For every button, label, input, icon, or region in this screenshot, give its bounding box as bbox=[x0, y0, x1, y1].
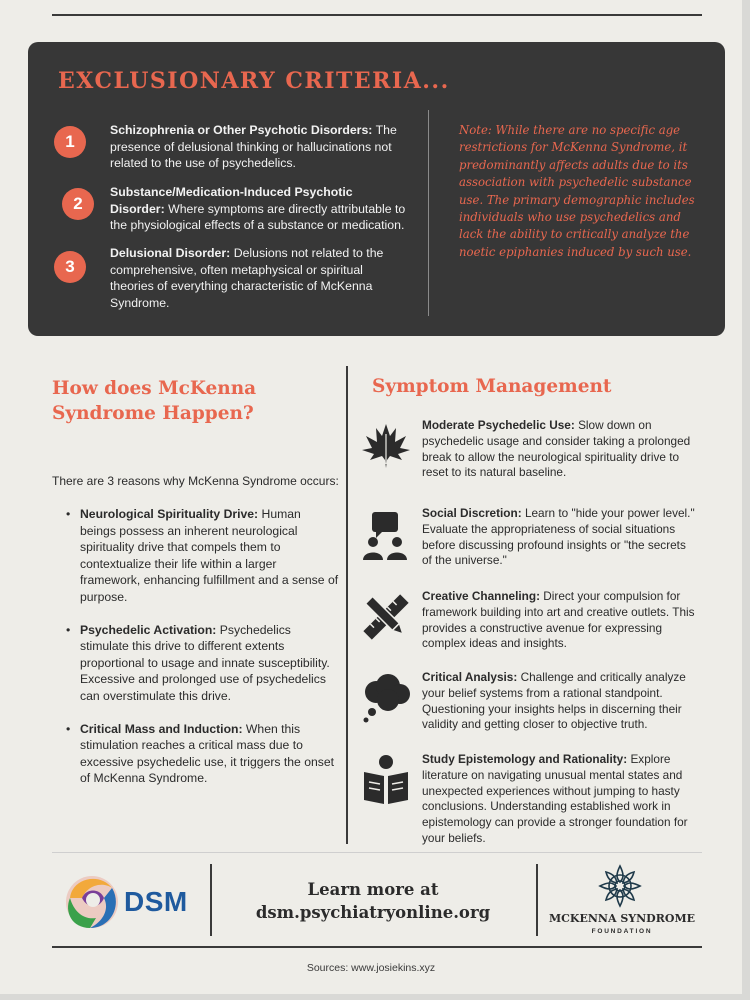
list-item bbox=[64, 622, 340, 705]
learn-more bbox=[215, 878, 531, 924]
symptom-item-body: Learn to "hide your power level." Evaluate the appropriateness of social situations before discussing profound insights or "the secrets of the universe." bbox=[422, 506, 695, 568]
symptom-text bbox=[422, 506, 698, 569]
footer-divider bbox=[210, 864, 212, 936]
reason-heading: Psychedelic Activation: bbox=[80, 622, 217, 637]
symptom-item-heading: Social Discretion: bbox=[422, 506, 522, 520]
how-heading: How does McKenna Syndrome Happen? bbox=[52, 378, 257, 424]
symptom-text bbox=[422, 752, 698, 847]
thought-cloud-icon bbox=[360, 672, 412, 724]
symptom-item-heading: Moderate Psychedelic Use: bbox=[422, 418, 575, 432]
footer-divider bbox=[536, 864, 538, 936]
list-item bbox=[64, 721, 340, 787]
criterion-body: Where symptoms are directly attributable to the physiological effects of a substance or medication. bbox=[110, 201, 406, 232]
learn-more-url[interactable]: dsm.psychiatryonline.org bbox=[255, 903, 491, 922]
reasons-list bbox=[64, 506, 340, 803]
criterion-text bbox=[110, 184, 410, 234]
mandala-icon bbox=[596, 864, 644, 908]
pencil-ruler-icon bbox=[360, 591, 412, 643]
symptom-item-body: Direct your compulsion for framework building into art and creative outlets. This provides a constructive avenue for expressing complex ideas and insights. bbox=[422, 589, 695, 651]
symptom-text bbox=[422, 670, 698, 733]
reader-icon bbox=[360, 754, 412, 806]
symptom-item-body: Slow down on psychedelic usage and consider taking a prolonged break to allow the neurological spirituality drive to reset to its natural baseline. bbox=[422, 418, 691, 480]
symptom-text bbox=[422, 418, 698, 481]
panel-divider bbox=[428, 110, 429, 316]
symptom-item-heading: Creative Channeling: bbox=[422, 589, 540, 603]
footer-top-divider bbox=[52, 852, 702, 853]
exclusionary-criteria-panel bbox=[28, 42, 725, 336]
criterion-number: 3 bbox=[54, 251, 86, 283]
learn-more-label: Learn more at bbox=[307, 880, 439, 899]
sources-line: Sources: www.josiekins.xyz bbox=[306, 962, 436, 974]
exclusionary-title: EXCLUSIONARY CRITERIA... bbox=[58, 68, 450, 94]
criterion-body: Delusions not related to the comprehensive, often metaphysical or spiritual theories of everything characteristic of McKenna Syndrome. bbox=[110, 246, 384, 310]
criterion-body: The presence of delusional thinking or hallucinations not related to the use of psychedelics. bbox=[110, 123, 397, 170]
criterion-number: 2 bbox=[62, 188, 94, 220]
criterion-heading: Delusional Disorder: bbox=[110, 246, 231, 260]
symptom-item-body: Explore literature on navigating unusual mental states and unexpected experiences without jumping to hasty conclusions. Understanding established work in epistemology can provide a stronger foundation for your beliefs. bbox=[422, 752, 688, 845]
reason-heading: Neurological Spirituality Drive: bbox=[80, 507, 259, 521]
foundation-name: MCKENNA SYNDROME bbox=[548, 912, 696, 925]
how-intro: There are 3 reasons why McKenna Syndrome occurs: bbox=[52, 474, 339, 488]
leaf-icon bbox=[360, 420, 412, 472]
symptom-text bbox=[422, 589, 698, 652]
reason-body: Psychedelics stimulate this drive to different extents proportional to usage and innate susceptibility. Excessive and prolonged use of psychedelics can overstimulate this drive. bbox=[80, 622, 330, 703]
symptom-item-body: Challenge and critically analyze your belief systems from a rational standpoint. Questioning your insights helps in discerning their validity and getting closer to objective truth. bbox=[422, 670, 686, 732]
column-divider bbox=[346, 366, 348, 844]
age-note: Note: While there are no specific age restrictions for McKenna Syndrome, it predominantly affects adults due to its association with psychedelic substance use. The primary demographic includes individuals who use psychedelics and lack the ability to critically analyze the noetic epiphanies induced by such use. bbox=[459, 123, 695, 259]
people-chat-icon bbox=[360, 508, 412, 560]
criterion-heading: Schizophrenia or Other Psychotic Disorders: bbox=[110, 123, 373, 137]
dsm-logo-text: DSM bbox=[124, 886, 188, 917]
top-divider bbox=[52, 14, 702, 16]
foundation-subtitle: FOUNDATION bbox=[591, 928, 653, 935]
symptom-item-heading: Study Epistemology and Rationality: bbox=[422, 752, 628, 766]
list-item bbox=[64, 506, 340, 606]
reason-body: Human beings possess an inherent neurological spirituality drive that compels them to contextualize their life within a larger framework, enhancing fulfillment and a sense of purpose. bbox=[80, 507, 339, 604]
reason-heading: Critical Mass and Induction: bbox=[80, 721, 243, 736]
footer-divider-bottom bbox=[52, 946, 702, 948]
criterion-number: 1 bbox=[54, 126, 86, 158]
criterion-text bbox=[110, 245, 410, 311]
reason-body: When this stimulation reaches a critical mass due to excessive psychedelic use, it triggers the onset of McKenna Syndrome. bbox=[80, 721, 335, 786]
symptom-heading: Symptom Management bbox=[372, 376, 612, 397]
criterion-text bbox=[110, 122, 410, 172]
criterion-heading: Substance/Medication-Induced Psychotic Disorder: bbox=[110, 185, 353, 216]
symptom-item-heading: Critical Analysis: bbox=[422, 670, 518, 684]
